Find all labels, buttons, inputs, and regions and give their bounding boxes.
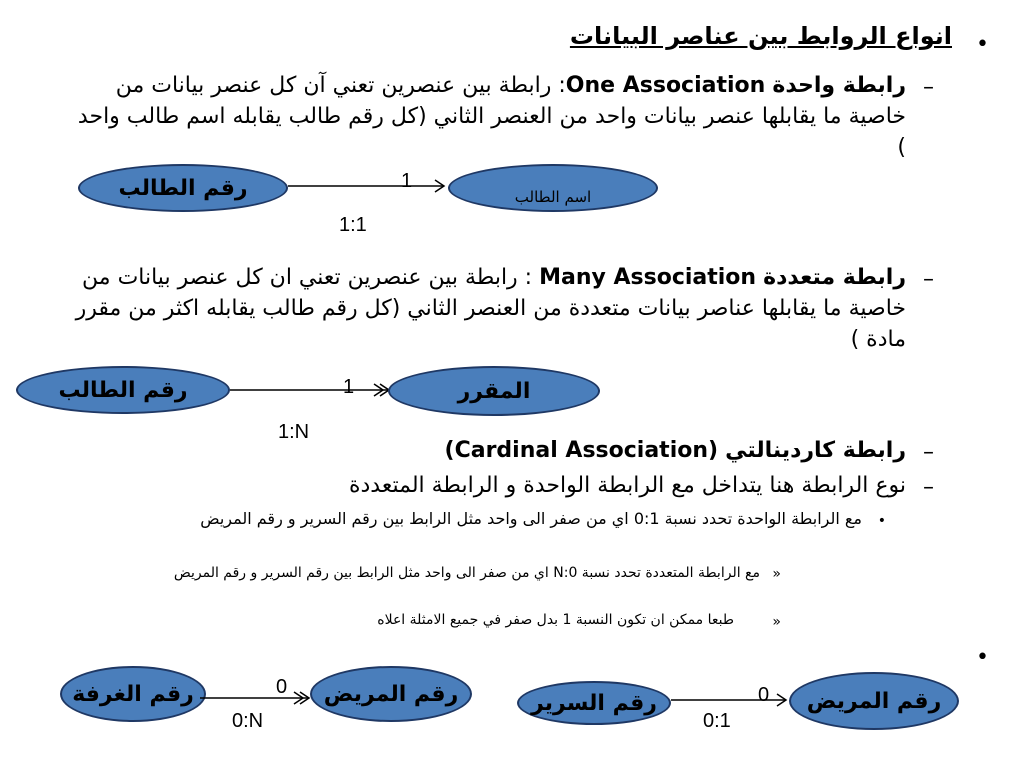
empty-bullet: • bbox=[976, 645, 989, 670]
sub-sub-bullet-1: » bbox=[772, 566, 781, 582]
cardinal-association-term-en: (Cardinal Association) bbox=[444, 438, 719, 463]
one-association-term-en: One Association bbox=[565, 73, 766, 98]
dash-one-association: – bbox=[923, 75, 934, 100]
node-student-number-2: رقم الطالب bbox=[16, 366, 230, 414]
cardinal-sub3: طبعا ممكن ان تكون النسبة 1 بدل صفر في جميع الامثلة اعلاه bbox=[377, 612, 734, 628]
many-association-term-en: Many Association bbox=[539, 265, 757, 290]
sub-bullet-1: • bbox=[877, 513, 886, 529]
ratio-1-1: 1:1 bbox=[339, 214, 367, 236]
connector-3-label: 0 bbox=[276, 676, 288, 698]
cardinal-association-heading bbox=[56, 435, 906, 466]
ratio-0-1: 0:1 bbox=[703, 710, 731, 732]
slide-title: انواع الروابط بين عناصر البيانات bbox=[569, 22, 952, 50]
title-bullet: • bbox=[976, 32, 989, 57]
node-patient-number-right: رقم المريض bbox=[789, 672, 959, 730]
connector-4-arrow bbox=[671, 692, 789, 708]
connector-2-label: 1 bbox=[343, 376, 355, 398]
many-association-paragraph bbox=[56, 262, 906, 355]
connector-4-label: 0 bbox=[758, 684, 770, 706]
connector-3-arrow bbox=[200, 690, 312, 706]
node-student-number: رقم الطالب bbox=[78, 164, 288, 212]
node-patient-number-left: رقم المريض bbox=[310, 666, 472, 722]
sub-sub-bullet-2: » bbox=[772, 614, 781, 630]
many-association-text: : رابطة بين عنصرين تعني ان كل عنصر بيانات من خاصية ما يقابلها عناصر بيانات متعددة من العنصر الثاني (كل رقم طالب يقابله اكثر من مقرر مادة ) bbox=[75, 265, 906, 352]
cardinal-sub1: مع الرابطة الواحدة تحدد نسبة 0:1 اي من صفر الى واحد مثل الرابط بين رقم السرير و رقم المريض bbox=[200, 509, 862, 528]
node-bed-number: رقم السرير bbox=[517, 681, 671, 725]
many-association-term-ar: رابطة متعددة bbox=[763, 265, 906, 290]
one-association-term-ar: رابطة واحدة bbox=[772, 73, 906, 98]
node-student-name: اسم الطالب bbox=[448, 164, 658, 212]
cardinal-overlap-text: نوع الرابطة هنا يتداخل مع الرابطة الواحدة و الرابطة المتعددة bbox=[348, 473, 906, 498]
ratio-0-n: 0:N bbox=[232, 710, 264, 732]
node-course: المقرر bbox=[388, 366, 600, 416]
node-room-number: رقم الغرفة bbox=[60, 666, 206, 722]
dash-many-association: – bbox=[923, 267, 934, 292]
cardinal-sub2: مع الرابطة المتعددة تحدد نسبة 0:N اي من صفر الى واحد مثل الرابط بين رقم السرير و رقم المريض bbox=[173, 565, 760, 581]
connector-1-label: 1 bbox=[401, 170, 413, 192]
one-association-paragraph bbox=[66, 70, 906, 163]
ratio-1-n: 1:N bbox=[278, 421, 310, 443]
dash-cardinal-association: – bbox=[923, 440, 934, 465]
connector-1-arrow bbox=[288, 178, 448, 194]
one-association-text: : رابطة بين عنصرين تعني آن كل عنصر بيانات من خاصية ما يقابلها عنصر بيانات واحد من العنصر الثاني (كل رقم طالب يقابله اسم طالب واحد ) bbox=[77, 73, 906, 160]
dash-overlap: – bbox=[923, 475, 934, 500]
connector-2-arrow bbox=[230, 382, 392, 398]
cardinal-association-term-ar: رابطة كاردينالتي bbox=[725, 438, 906, 463]
